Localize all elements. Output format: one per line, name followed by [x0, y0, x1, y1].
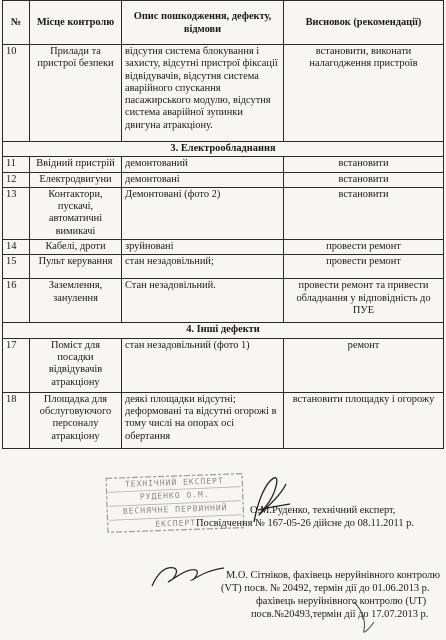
- row-control: Пульт керування: [30, 255, 122, 279]
- defects-table: [2, 0, 444, 449]
- stamp-line-2: РУДЕНКО О.М.: [139, 489, 210, 502]
- row-num: 14: [3, 240, 30, 255]
- row-recommendation: встановити: [284, 187, 444, 239]
- expert-signature-line-1: О.М.Руденко, технічний експерт,: [250, 505, 396, 516]
- row-num: 13: [3, 187, 30, 239]
- row-recommendation: провести ремонт: [284, 240, 444, 255]
- row-control: Ввідний пристрій: [30, 157, 122, 172]
- row-control: Кабелі, дроти: [30, 240, 122, 255]
- table-row: [3, 338, 444, 392]
- table-row: [3, 45, 444, 142]
- specialist-line-4: посв.№20493,термін дії до 17.07.2013 р.: [251, 609, 429, 620]
- row-num: 15: [3, 255, 30, 279]
- table-row: [3, 279, 444, 323]
- row-recommendation: ремонт: [284, 338, 444, 392]
- row-recommendation: встановити: [284, 172, 444, 187]
- table-row: [3, 240, 444, 255]
- row-defect: зруйновані: [122, 240, 284, 255]
- row-control: Заземлення, занулення: [30, 279, 122, 323]
- stamp-line-4: ЕКСПЕРТ: [155, 518, 197, 529]
- specialist-line-2: (VT) посв. № 20492, термін дії до 01.06.2013 р.: [221, 583, 430, 594]
- table-row: [3, 255, 444, 279]
- stamp-line-1: ТЕХНІЧНИЙ ЕКСПЕРТ: [124, 476, 224, 489]
- row-control: Контактори, пускачі, автоматичні вимикачі: [30, 187, 122, 239]
- specialist-line-1: М.О. Сітніков, фахівець неруйнівного контролю: [226, 570, 440, 581]
- row-num: 12: [3, 172, 30, 187]
- row-control: Поміст для посадки відвідувачів атракціону: [30, 338, 122, 392]
- row-num: 10: [3, 45, 30, 142]
- table-row: [3, 187, 444, 239]
- row-defect: демонтований: [122, 157, 284, 172]
- specialist-signature-icon: [148, 558, 228, 592]
- section-row: [3, 142, 444, 157]
- table-header-row: [3, 1, 444, 45]
- row-recommendation: встановити: [284, 157, 444, 172]
- row-defect: стан незадовільний;: [122, 255, 284, 279]
- row-num: 16: [3, 279, 30, 323]
- table-row: [3, 172, 444, 187]
- row-control: Площадка для обслуговуючого персоналу атракціону: [30, 392, 122, 448]
- row-control: Прилади та пристрої безпеки: [30, 45, 122, 142]
- row-defect: стан незадовільний (фото 1): [122, 338, 284, 392]
- row-recommendation: провести ремонт та привести обладнання у відповідність до ПУЕ: [284, 279, 444, 323]
- section-title: 4. Інші дефекти: [3, 323, 444, 338]
- section-row: [3, 323, 444, 338]
- row-recommendation: провести ремонт: [284, 255, 444, 279]
- row-defect: Стан незадовільний.: [122, 279, 284, 323]
- specialist-line-3: фахівець неруйнівного контролю (UT): [256, 596, 427, 607]
- row-num: 11: [3, 157, 30, 172]
- row-control: Електродвигуни: [30, 172, 122, 187]
- table-row: [3, 392, 444, 448]
- row-num: 17: [3, 338, 30, 392]
- header-num: №: [3, 1, 30, 45]
- row-num: 18: [3, 392, 30, 448]
- row-defect: деякі площадки відсутні; деформовані та відсутні огорожі в тому числі на опорах осі обертання: [122, 392, 284, 448]
- header-defect: Опис пошкодження, дефекту, відмови: [122, 1, 284, 45]
- row-recommendation: встановити, виконати налагодження пристроїв: [284, 45, 444, 142]
- row-defect: демонтовані: [122, 172, 284, 187]
- row-defect: відсутня система блокування і захисту, відсутні пристрої фіксації відвідувачів, відсутня система аварійного спускання пасажирського модулю, відсутня система аварійної зупинки двигуна атракціону.: [122, 45, 284, 142]
- row-recommendation: встановити площадку і огорожу: [284, 392, 444, 448]
- stamp-line-3: ВЕСНЯЧНЕ ПЕРВИННИЙ: [122, 503, 228, 516]
- row-defect: Демонтовані (фото 2): [122, 187, 284, 239]
- section-title: 3. Електрообладнання: [3, 142, 444, 157]
- header-recommendation: Висновок (рекомендації): [284, 1, 444, 45]
- table-row: [3, 157, 444, 172]
- expert-signature-line-2: Посвідчення № 167-05-26 дійсне до 08.11.2011 р.: [196, 518, 414, 529]
- header-control: Місце контролю: [30, 1, 122, 45]
